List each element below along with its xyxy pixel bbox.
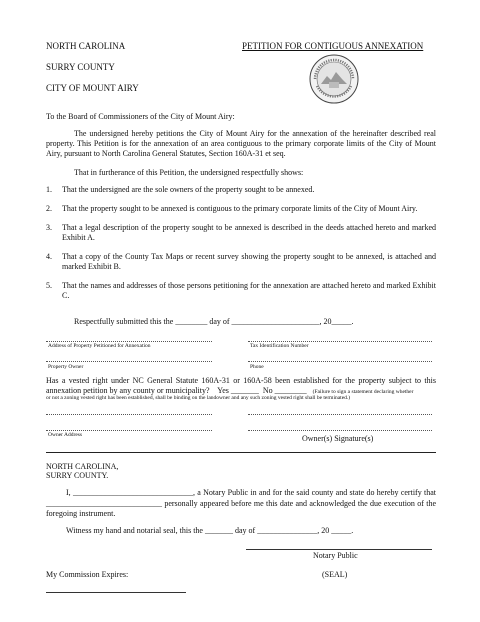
document-title: PETITION FOR CONTIGUOUS ANNEXATION (242, 41, 424, 51)
notary-signature-line[interactable] (246, 549, 432, 550)
notary-label: Notary Public (313, 551, 358, 560)
owner-line-2[interactable] (46, 430, 212, 431)
owner-label: Property Owner (48, 364, 84, 370)
header-state: NORTH CAROLINA (46, 41, 126, 51)
vested-question: Has a vested right under NC General Statute 160A-31 or 160A-58 been established for the property subject to this annexation petition by any county or municipality? Yes _______ No ________ (Failure to sign a statement declaring whether (46, 376, 436, 395)
city-seal-icon (309, 54, 359, 104)
list-item: 1. That the undersigned are the sole owners of the property sought to be annexed. (46, 185, 315, 194)
witness-line: Witness my hand and notarial seal, this the _______ day of _______________, 20 _____. (66, 526, 354, 535)
owner-address-label: Owner Address (48, 432, 83, 438)
notary-county: SURRY COUNTY. (46, 471, 109, 480)
numbered-list (46, 185, 436, 301)
commission-line[interactable] (46, 592, 186, 593)
vested-note: (Failure to sign a statement declaring whether (312, 389, 414, 395)
addressee: To the Board of Commissioners of the City of Mount Airy: (46, 112, 235, 121)
phone-field[interactable] (248, 361, 432, 362)
header-county: SURRY COUNTY (46, 62, 115, 72)
list-item: 3. That a legal description of the property sought to be annexed is described in the deeds attached hereto and marked Exhibit A. (46, 223, 436, 242)
commission-label: My Commission Expires: (46, 570, 129, 579)
vested-note-continued: or not a zoning vested right has been established, shall be binding on the landowner and any such zoning vested right shall be terminated.) (46, 395, 351, 401)
address-label: Address of Property Petitioned for Annexation (48, 343, 151, 349)
owner-line-1[interactable] (46, 414, 212, 415)
seal-label: (SEAL) (322, 570, 348, 579)
phone-label: Phone (250, 364, 264, 370)
intro-paragraph: The undersigned hereby petitions the City of Mount Airy for the annexation of the hereinafter described real property. This Petition is for the annexation of an area contiguous to the primary corporate limits of the City of Mount Airy, pursuant to North Carolina General Statutes, Section 160A-31 et seq. (46, 129, 436, 158)
vested-yes[interactable]: Yes _______ (217, 386, 259, 395)
owner-field[interactable] (46, 361, 212, 362)
signature-line-2[interactable] (248, 430, 432, 431)
vested-no[interactable]: No ________ (262, 386, 307, 395)
tax-id-field[interactable] (248, 341, 432, 342)
address-field[interactable] (46, 341, 212, 342)
header-city: CITY OF MOUNT AIRY (46, 83, 139, 93)
submitted-line: Respectfully submitted this the ________ day of ______________________, 20_____. (74, 317, 354, 326)
list-item: 5. That the names and addresses of those persons petitioning for the annexation are attached hereto and marked Exhibit C. (46, 281, 436, 300)
notary-statement: I, ______________________________, a Notary Public in and for the said county and state do hereby certify that _____________________________ personally appeared before me this date and acknowledged the due execution of the foregoing instrument. (46, 488, 436, 518)
signature-line-1[interactable] (248, 414, 432, 415)
notary-state: NORTH CAROLINA, (46, 462, 119, 471)
furtherance-line: That in furtherance of this Petition, the undersigned respectfully shows: (74, 168, 304, 177)
list-item: 2. That the property sought to be annexed is contiguous to the primary corporate limits of the City of Mount Airy. (46, 204, 418, 213)
tax-id-label: Tax Identification Number (250, 343, 309, 349)
section-divider (46, 452, 436, 453)
signatures-label: Owner(s) Signature(s) (302, 434, 374, 443)
list-item: 4. That a copy of the County Tax Maps or recent survey showing the property sought to be annexed, is attached and marked Exhibit B. (46, 252, 436, 271)
